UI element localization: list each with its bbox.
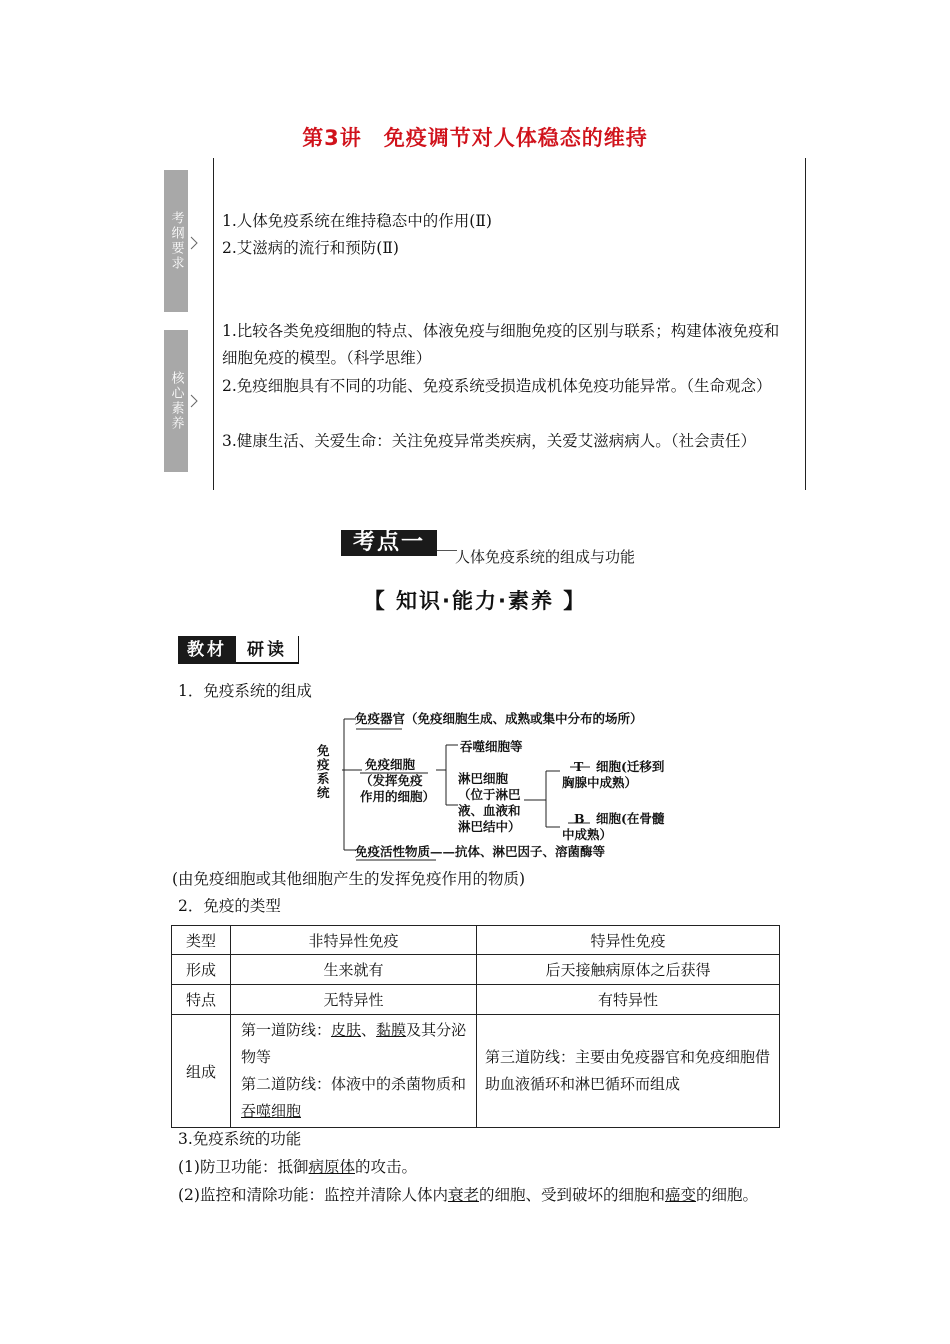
heading-functions: 3.免疫系统的功能 bbox=[178, 1130, 302, 1148]
table-row bbox=[172, 985, 780, 1015]
chevron-right-icon bbox=[190, 236, 198, 250]
table-cell: 生来就有 bbox=[231, 955, 477, 985]
frame-right-line bbox=[805, 158, 806, 490]
table-row bbox=[172, 926, 780, 955]
table-row bbox=[172, 1015, 780, 1128]
requirements-label: 考纲要求 bbox=[164, 170, 188, 312]
diagram-phagocyte: 吞噬细胞等 bbox=[460, 739, 523, 754]
diagram-t-1: 细胞(迁移到 bbox=[596, 759, 665, 774]
table-header: 非特异性免疫 bbox=[231, 926, 477, 955]
frame-left-line bbox=[213, 158, 214, 490]
diagram-t-2: 胸腺中成熟） bbox=[562, 775, 638, 790]
diagram-lymph-1: 淋巴细胞 bbox=[458, 771, 509, 786]
section-subtitle: 人体免疫系统的组成与功能 bbox=[455, 548, 636, 566]
table-cell: 特点 bbox=[172, 985, 231, 1015]
table-cell: 形成 bbox=[172, 955, 231, 985]
diagram-cell: 免疫细胞 bbox=[365, 757, 416, 772]
table-row bbox=[172, 955, 780, 985]
requirement-1: 1.人体免疫系统在维持稳态中的作用(Ⅱ) bbox=[222, 212, 492, 230]
table-cell: 后天接触病原体之后获得 bbox=[477, 955, 780, 985]
table-cell: 无特异性 bbox=[231, 985, 477, 1015]
core-item-3: 3.健康生活、关爱生命：关注免疫异常类疾病，关爱艾滋病病人。（社会责任） bbox=[222, 432, 757, 450]
section-badge: 考点一 bbox=[341, 530, 437, 556]
diagram-lymph-4: 淋巴结中） bbox=[458, 819, 521, 834]
diagram-b-letter: B bbox=[574, 811, 585, 826]
diagram-root: 免疫系统 bbox=[317, 743, 330, 800]
diagram-organ: 免疫器官（免疫细胞生成、成熟或集中分布的场所） bbox=[355, 711, 643, 726]
function-surveillance: (2)监控和清除功能：监控并清除人体内衰老的细胞、受到破坏的细胞和癌变的细胞。 bbox=[178, 1186, 759, 1204]
section-badge-line bbox=[437, 550, 457, 551]
diagram-lymph-2: （位于淋巴 bbox=[458, 787, 521, 802]
heading-composition: 1．免疫系统的组成 bbox=[178, 682, 312, 700]
function-defense: (1)防卫功能：抵御病原体的攻击。 bbox=[178, 1158, 417, 1176]
requirement-2: 2.艾滋病的流行和预防(Ⅱ) bbox=[222, 239, 399, 257]
diagram-b-1: 细胞(在骨髓 bbox=[596, 811, 665, 826]
page-title: 第3讲 免疫调节对人体稳态的维持 bbox=[302, 126, 648, 150]
specific-composition: 第三道防线：主要由免疫器官和免疫细胞借助血液循环和淋巴循环而组成 bbox=[477, 1015, 780, 1128]
table-cell: 有特异性 bbox=[477, 985, 780, 1015]
chevron-right-icon bbox=[190, 394, 198, 408]
core-item-2: 2.免疫细胞具有不同的功能、免疫系统受损造成机体免疫功能异常。（生命观念） bbox=[222, 377, 772, 395]
core-item-1: 1.比较各类免疫细胞的特点、体液免疫与细胞免疫的区别与联系；构建体液免疫和细胞免疫的模型。（科学思维） bbox=[222, 322, 780, 367]
diagram-active-substances: 免疫活性物质——抗体、淋巴因子、溶菌酶等 bbox=[355, 844, 606, 859]
immunity-types-table bbox=[171, 925, 780, 1128]
nonspecific-composition: 第一道防线：皮肤、黏膜及其分泌物等 第二道防线：体液中的杀菌物质和吞噬细胞 bbox=[231, 1015, 477, 1128]
diagram-lymph-3: 液、血液和 bbox=[458, 803, 521, 818]
study-badge-right: 研读 bbox=[236, 636, 299, 664]
diagram-b-2: 中成熟） bbox=[562, 827, 613, 842]
diagram-cell-note-2: 作用的细胞） bbox=[360, 789, 436, 804]
table-header: 特异性免疫 bbox=[477, 926, 780, 955]
diagram-cell-note-1: （发挥免疫 bbox=[360, 773, 423, 788]
diagram-t-letter: T bbox=[574, 759, 584, 774]
core-literacy-label: 核心素养 bbox=[164, 330, 188, 472]
ability-banner: 【 知识·能力·素养 】 bbox=[363, 589, 587, 613]
heading-types: 2．免疫的类型 bbox=[178, 897, 281, 915]
study-badge-left: 教材 bbox=[178, 636, 236, 664]
table-header: 类型 bbox=[172, 926, 231, 955]
active-substance-note: (由免疫细胞或其他细胞产生的发挥免疫作用的物质) bbox=[172, 870, 526, 888]
table-cell: 组成 bbox=[172, 1015, 231, 1128]
